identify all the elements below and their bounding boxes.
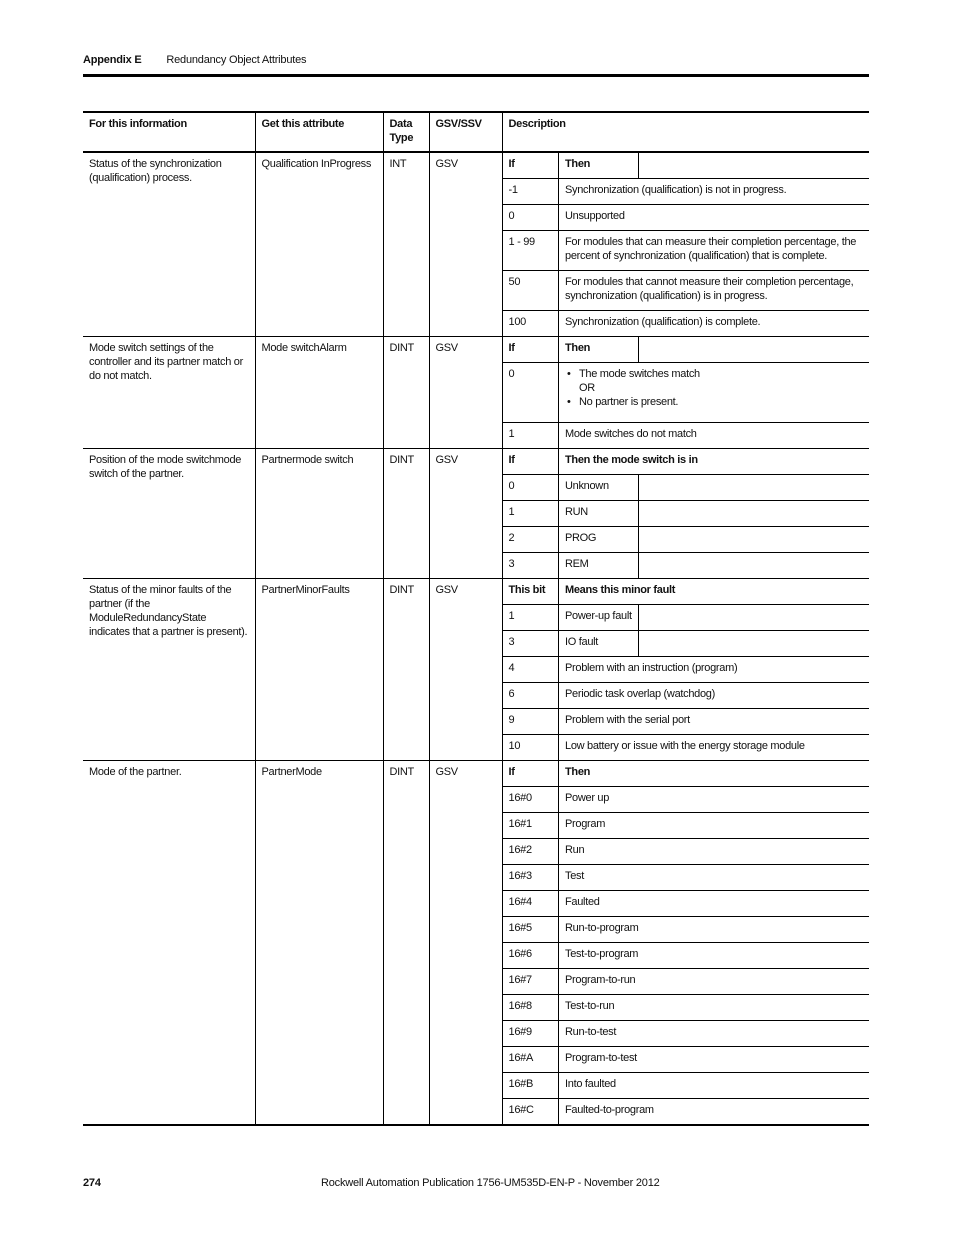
sub-key: 6 [503,683,559,709]
bullet-item: • No partner is present. [565,395,863,409]
access-cell: GSV [429,761,502,1126]
attribute-cell: Partnermode switch [255,449,383,579]
sub-key: 16#7 [503,969,559,995]
sub-row [503,917,870,943]
col-header-description: Description [502,112,869,152]
sub-empty [639,475,870,501]
sub-key: 16#C [503,1099,559,1125]
sub-value: Problem with the serial port [559,709,870,735]
table-row [83,761,869,1126]
table-row [83,449,869,579]
sub-header-row [503,337,870,363]
sub-header-value: Then [559,153,639,179]
attribute-cell: PartnerMode [255,761,383,1126]
sub-row [503,527,870,553]
sub-value: Power up [559,787,870,813]
sub-header-key: If [503,153,559,179]
sub-value: Program-to-run [559,969,870,995]
sub-row [503,231,870,271]
access-cell: GSV [429,337,502,449]
type-cell: DINT [383,579,429,761]
sub-header-key: If [503,449,559,475]
sub-header-row [503,153,870,179]
sub-key: 16#4 [503,891,559,917]
sub-value: Synchronization (qualification) is complete. [565,316,761,328]
info-cell: Status of the minor faults of the partner (if the ModuleRedundancyState indicates that a partner is present). [83,579,255,761]
access-cell: GSV [429,579,502,761]
sub-empty [639,553,870,579]
sub-row [503,735,870,761]
sub-row [503,553,870,579]
table-header-row [83,112,869,152]
sub-header-value: Means this minor fault [559,579,870,605]
sub-row [503,1073,870,1099]
description-subtable [503,579,870,760]
attribute-cell: Qualification InProgress [255,152,383,337]
sub-value: Unsupported [559,205,870,231]
sub-header-empty [639,153,870,179]
col-header-attribute: Get this attribute [255,112,383,152]
sub-value: Faulted-to-program [565,1104,654,1116]
sub-key: 1 [503,423,559,449]
appendix-label: Appendix E [83,54,142,66]
publication-info: Rockwell Automation Publication 1756-UM535D-EN-P - November 2012 [321,1177,660,1189]
sub-key: 16#3 [503,865,559,891]
sub-row [503,839,870,865]
sub-row [503,631,870,657]
sub-key: 16#B [503,1073,559,1099]
sub-value: Program-to-test [559,1047,870,1073]
sub-header-row [503,579,870,605]
info-cell: Mode of the partner. [83,761,255,1126]
description-subtable [503,153,870,336]
sub-key: 100 [503,311,559,337]
sub-value: PROG [559,527,639,553]
description-subtable [503,761,870,1124]
sub-value: For modules that cannot measure their completion percentage, synchronization (qualification) is in progress. [559,271,870,311]
sub-key: 1 - 99 [503,231,559,271]
sub-key: 16#0 [503,787,559,813]
sub-key: -1 [503,179,559,205]
description-subtable [503,337,870,448]
sub-row [503,423,870,449]
sub-empty [639,527,870,553]
sub-row [503,969,870,995]
type-cell: INT [383,152,429,337]
sub-key: 0 [503,205,559,231]
description-cell [502,337,869,449]
sub-value: Unknown [559,475,639,501]
description-subtable [503,449,870,578]
sub-key: 2 [503,527,559,553]
sub-empty [639,631,870,657]
sub-key: 16#9 [503,1021,559,1047]
sub-key: 16#1 [503,813,559,839]
sub-key: 3 [503,631,559,657]
sub-value: Power-up fault [559,605,639,631]
sub-value: Synchronization (qualification) is not in progress. [559,179,870,205]
sub-row [503,605,870,631]
info-cell: Position of the mode switchmode switch of the partner. [83,449,255,579]
sub-value: REM [559,553,639,579]
sub-row [503,179,870,205]
sub-row [503,205,870,231]
sub-row [503,363,870,423]
type-cell: DINT [383,337,429,449]
sub-row [503,1047,870,1073]
sub-value: Low battery or issue with the energy storage module [565,740,805,752]
sub-value: Into faulted [559,1073,870,1099]
sub-value: Test-to-run [559,995,870,1021]
sub-key: 9 [503,709,559,735]
sub-value: IO fault [559,631,639,657]
sub-header-value: Then [559,761,870,787]
table-row [83,579,869,761]
sub-row [503,683,870,709]
sub-key: 3 [503,553,559,579]
sub-header-row [503,761,870,787]
sub-key: 16#5 [503,917,559,943]
sub-key: 16#2 [503,839,559,865]
redundancy-attributes-table [83,111,869,1126]
sub-key: 16#A [503,1047,559,1073]
access-cell: GSV [429,152,502,337]
bullet-connector: OR [579,382,595,394]
description-cell [502,761,869,1126]
sub-key: 1 [503,501,559,527]
sub-row [503,657,870,683]
sub-row [503,865,870,891]
sub-empty [639,605,870,631]
sub-value: Test-to-program [559,943,870,969]
sub-key: 0 [503,363,559,423]
bullet-list [565,367,863,409]
sub-row [503,813,870,839]
sub-row [503,787,870,813]
running-header [83,54,306,66]
sub-value: Run [559,839,870,865]
sub-row [503,1099,870,1125]
sub-value [559,363,870,423]
header-rule [83,74,869,77]
sub-value: RUN [559,501,639,527]
sub-value: Faulted [559,891,870,917]
sub-row [503,271,870,311]
sub-key: 1 [503,605,559,631]
col-header-info: For this information [83,112,255,152]
col-header-data-type: Data Type [383,112,429,152]
sub-key: 4 [503,657,559,683]
section-title: Redundancy Object Attributes [166,54,307,66]
sub-value: Problem with an instruction (program) [559,657,870,683]
sub-empty [639,501,870,527]
col-header-access: GSV/SSV [429,112,502,152]
description-cell [502,152,869,337]
table-row [83,152,869,337]
table-row [83,337,869,449]
sub-row [503,311,870,337]
sub-row [503,1021,870,1047]
sub-row [503,891,870,917]
info-cell: Mode switch settings of the controller and its partner match or do not match. [83,337,255,449]
sub-key: 16#6 [503,943,559,969]
sub-value: Mode switches do not match [565,428,697,440]
type-cell: DINT [383,761,429,1126]
page-number: 274 [83,1177,101,1189]
sub-value: Test [559,865,870,891]
sub-header-value: Then the mode switch is in [559,449,870,475]
sub-key: 0 [503,475,559,501]
sub-value: Periodic task overlap (watchdog) [559,683,870,709]
description-cell [502,579,869,761]
sub-value: For modules that can measure their completion percentage, the percent of synchronization (qualification) that is complete. [559,231,870,271]
info-cell: Status of the synchronization (qualification) process. [83,152,255,337]
sub-header-key: If [503,337,559,363]
sub-row [503,501,870,527]
sub-key: 50 [503,271,559,311]
attribute-cell: Mode switchAlarm [255,337,383,449]
type-cell: DINT [383,449,429,579]
sub-row [503,943,870,969]
sub-row [503,475,870,501]
sub-header-key: This bit [503,579,559,605]
sub-row [503,709,870,735]
sub-header-row [503,449,870,475]
attribute-cell: PartnerMinorFaults [255,579,383,761]
description-cell [502,449,869,579]
sub-key: 10 [503,735,559,761]
sub-header-key: If [503,761,559,787]
sub-value: Run-to-program [559,917,870,943]
sub-row [503,995,870,1021]
bullet-item: • The mode switches match [565,367,863,381]
sub-header-empty [639,337,870,363]
sub-header-value: Then [559,337,639,363]
sub-value: Run-to-test [559,1021,870,1047]
sub-key: 16#8 [503,995,559,1021]
access-cell: GSV [429,449,502,579]
sub-value: Program [559,813,870,839]
